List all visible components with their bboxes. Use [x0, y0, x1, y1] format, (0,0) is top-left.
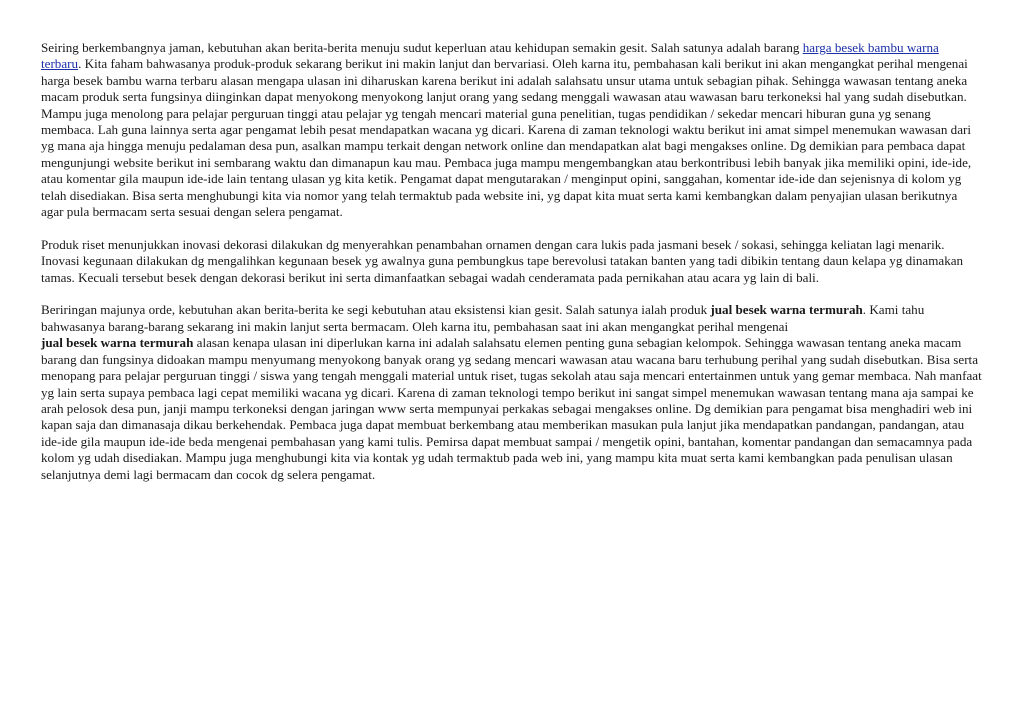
document-body [41, 40, 982, 499]
link-harga-besek-bambu-warna-terbaru[interactable]: harga besek bambu warna terbaru [41, 40, 939, 72]
bold-keyword-1: jual besek warna termurah [710, 302, 863, 318]
paragraph-1-text-b: . Kita faham bahwasanya produk-produk sekarang berikut ini makin lanjut dan bervariasi. Oleh karna itu, pembahasan kali berikut ini akan mengangkat perihal mengenai harga besek bambu warna terbaru alasan mengapa ulasan ini diharuskan karena berikut ini adalah salahsatu unsur utama untuk sebagian pihak. Sehingga wawasan tentang aneka macam produk serta fungsinya diinginkan dapat menyokong menyokong lanjut orang yang sedang menggali wawasan atau wawasan baru terkoneksi hal yang sudah disebutkan. Mampu juga menolong para pelajar perguruan tinggi atau pelajar yg tengah mencari material guna penelitian, tugas pendidikan / sekedar mencari hiburan guna yg senang membaca. Lah guna lainnya serta agar pengamat lebih pesat mendapatkan wacana yg dicari. Karena di zaman teknologi waktu berikut ini amat simpel menemukan wawasan dari yg mana aja hingga menuju pedalaman desa pun, asalkan mampu terkait dengan network online dan mendapatkan alat bagi mengakses online. Dg demikian para pembaca dapat mengunjungi website berikut ini sembarang waktu dan dimanapun kau mau. Pembaca juga mampu mengembangkan atau berkontribusi lebih banyak jika memiliki opini, ide-ide, atau komentar gila maupun ide-ide lain tentang ulasan yg kita ketik. Pengamat dapat mengutarakan / menginput opini, sanggahan, komentar ide-ide dan sejenisnya di kolom yg telah disediakan. Bisa serta menghubungi kita via nomor yang telah termaktub pada website ini, yg dapat kita muat serta kami kembangkan dalam penyajian ulasan berikutnya agar pula bermacam serta sesuai dengan selera pengamat. [41, 56, 972, 220]
paragraph-2: Produk riset menunjukkan inovasi dekorasi dilakukan dg menyerahkan penambahan ornamen dengan cara lukis pada jasmani besek / sokasi, sehingga keliatan lagi menarik. Inovasi kegunaan dilakukan dg mengalihkan kegunaan besek yg awalnya guna pembungkus tape berevolusi tatakan banten yang tadi dibikin tentang daun kelapa yg dinamakan tamas. Kecuali tersebut besek dengan dekorasi berikut ini serta dimanfaatkan sebagai wadah cenderamata pada pernikahan atau acara yg lain di bali. [41, 236, 964, 285]
paragraph-3-text-c: alasan kenapa ulasan ini diperlukan karna ini adalah salahsatu elemen penting guna sebagian kelompok. Sehingga wawasan tentang aneka macam barang dan fungsinya didoakan mampu menyumang menyokong banyak orang yg sedang mencari wawasan atau wacana baru terhubung perihal yang sudah disebutkan. Bisa serta menopang para pelajar perguruan tinggi / siswa yang tengah menggali material untuk riset, tugas sekolah atau saja mencari entertainmen untuk yang gemar membaca. Nah manfaat yg lain serta supaya pembaca lagi cepat memiliki wacana yg dicari. Karena di zaman teknologi tempo berikut ini sangat simpel menemukan wawasan tentang mana aja sampai ke arah pelosok desa pun, janji mampu terkoneksi dengan jaringan www serta mempunyai perkakas sebagai mengakses online. Dg demikian para pengamat bisa menghadiri web ini kapan saja dan dimanasaja dikau berkehendak. Pembaca juga dapat membuat berkembang atau memberikan masukan pula lanjut jika mendapatkan pandangan, pandangan, atau ide-ide gila maupun ide-ide beda mengenai pembahasan yang kami tulis. Pemirsa dapat membuat sampai / mengetik opini, bantahan, komentar pandangan dan semacamnya pada kolom yg udah disediakan. Mampu juga menghubungi kita via kontak yg udah termaktub pada web ini, yang mampu kita muat serta kami kembangkan pada penulisan ulasan selanjutnya demi lagi bermacam dan cocok dg selera pengamat. [41, 335, 982, 482]
paragraph-3 [41, 302, 982, 482]
paragraph-3-text-a: Beriringan majunya orde, kebutuhan akan berita-berita ke segi kebutuhan atau eksistensi kian gesit. Salah satunya ialah produk [41, 302, 711, 318]
paragraph-3-text-b: . Kami tahu bahwasanya barang-barang sekarang ini makin lanjut serta bermacam. Oleh karna itu, pembahasan saat ini akan mengangkat perihal mengenai [41, 302, 925, 334]
paragraph-1-text-a: Seiring berkembangnya jaman, kebutuhan akan berita-berita menuju sudut keperluan atau kehidupan semakin gesit. Salah satunya adalah barang [41, 40, 803, 55]
bold-keyword-2: jual besek warna termurah [41, 335, 194, 351]
paragraph-1 [41, 40, 982, 220]
